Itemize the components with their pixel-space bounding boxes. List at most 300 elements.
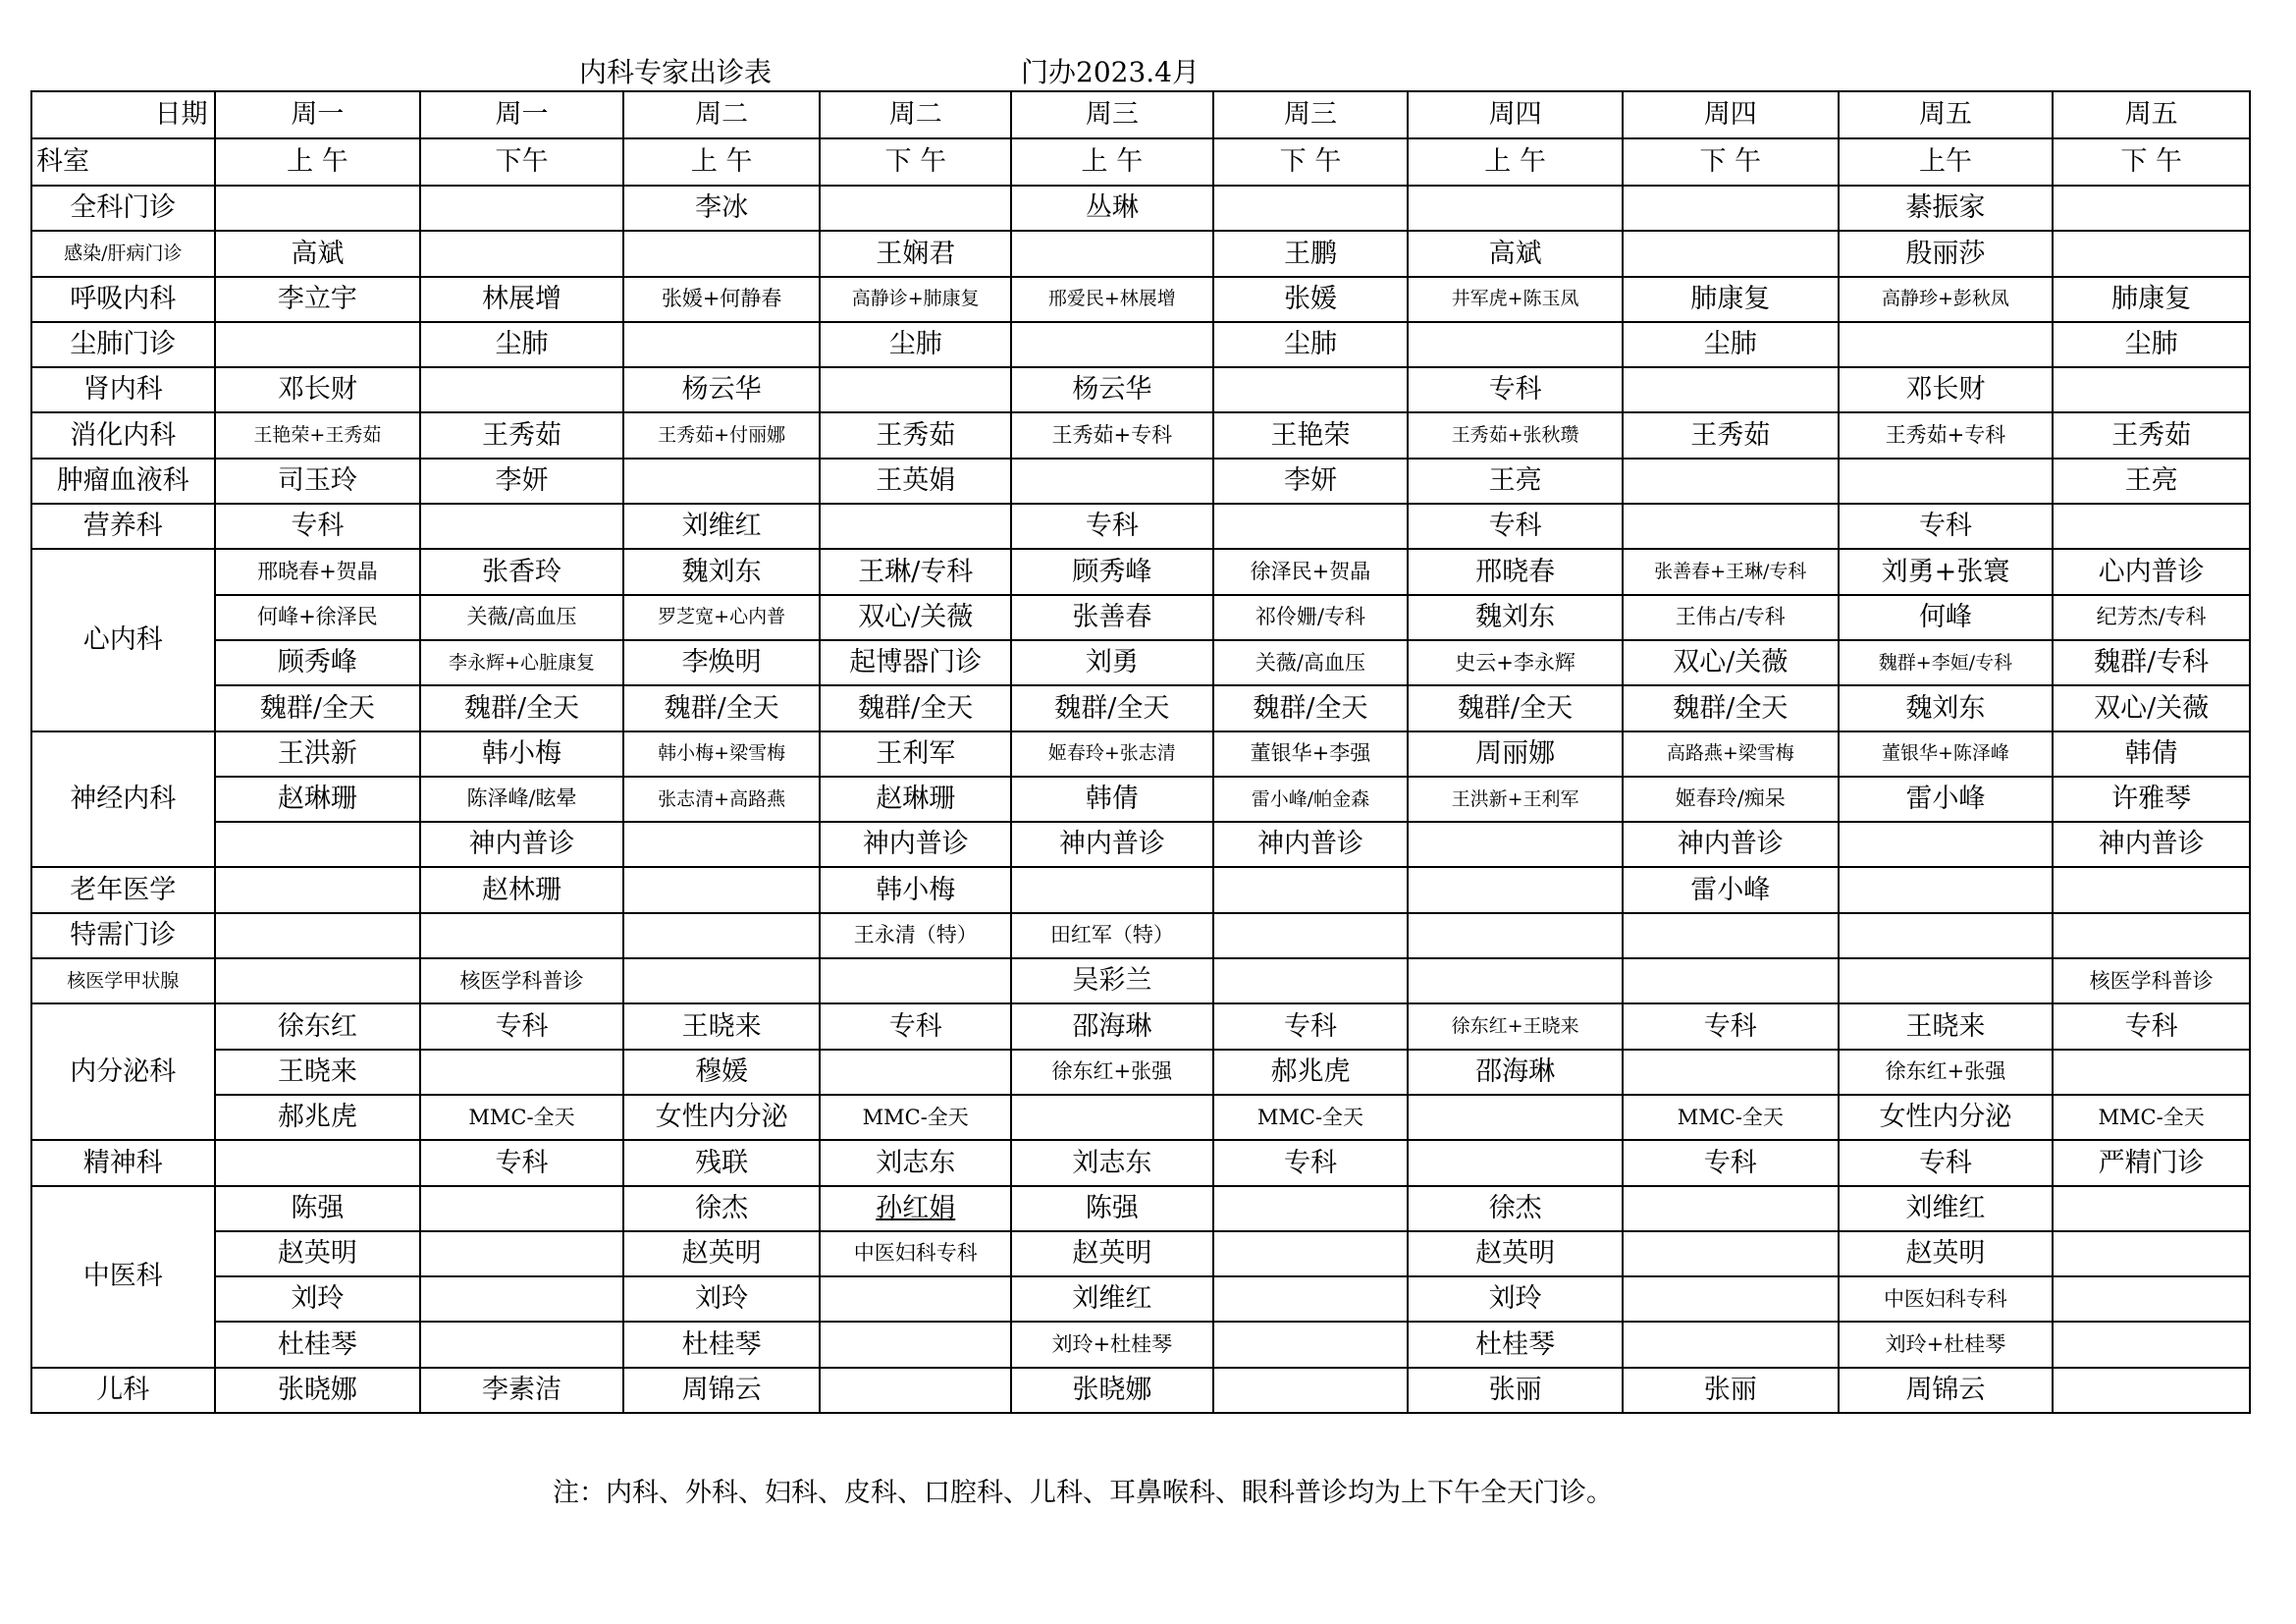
- schedule-cell: [1213, 913, 1409, 958]
- schedule-cell: 韩倩: [2053, 731, 2250, 777]
- schedule-row: [31, 277, 2250, 322]
- period-header: 上午: [1839, 138, 2054, 186]
- schedule-cell: [2053, 231, 2250, 276]
- schedule-cell: [1011, 459, 1213, 504]
- schedule-cell: [1839, 322, 2054, 367]
- schedule-cell: 关薇/高血压: [420, 595, 623, 640]
- schedule-cell: 周锦云: [623, 1368, 821, 1413]
- schedule-cell: 张媛: [1213, 277, 1409, 322]
- schedule-cell: 双心/关薇: [1623, 640, 1839, 685]
- schedule-cell: [2053, 1322, 2250, 1367]
- schedule-cell: [1011, 867, 1213, 912]
- schedule-cell: [2053, 1276, 2250, 1322]
- schedule-cell: 周丽娜: [1408, 731, 1623, 777]
- schedule-cell: 魏群+李姮/专科: [1839, 640, 2054, 685]
- schedule-row: [31, 913, 2250, 958]
- schedule-cell: 雷小峰: [1623, 867, 1839, 912]
- schedule-cell: 顾秀峰: [1011, 549, 1213, 594]
- period-header-row: [31, 138, 2250, 186]
- schedule-cell: 杨云华: [1011, 367, 1213, 412]
- schedule-cell: 尘肺: [420, 322, 623, 367]
- department-name: 呼吸内科: [31, 277, 215, 322]
- period-header: 上 午: [215, 138, 421, 186]
- schedule-cell: 高静诊+肺康复: [820, 277, 1011, 322]
- schedule-row: [31, 322, 2250, 367]
- schedule-cell: 张香玲: [420, 549, 623, 594]
- schedule-cell: 姬春玲+张志清: [1011, 731, 1213, 777]
- schedule-cell: [820, 504, 1011, 549]
- schedule-cell: [1408, 867, 1623, 912]
- schedule-cell: [215, 867, 421, 912]
- schedule-cell: [1839, 867, 2054, 912]
- schedule-cell: [215, 822, 421, 867]
- schedule-cell: 董银华+李强: [1213, 731, 1409, 777]
- schedule-cell: 韩小梅: [420, 731, 623, 777]
- schedule-row: [31, 685, 2250, 731]
- schedule-row: [31, 459, 2250, 504]
- schedule-row: [31, 731, 2250, 777]
- schedule-cell: 魏群/全天: [215, 685, 421, 731]
- schedule-cell: 邓长财: [215, 367, 421, 412]
- schedule-cell: 徐东红+张强: [1839, 1050, 2054, 1095]
- schedule-cell: 李焕明: [623, 640, 821, 685]
- schedule-cell: 王娴君: [820, 231, 1011, 276]
- schedule-cell: 神内普诊: [1213, 822, 1409, 867]
- department-name: 尘肺门诊: [31, 322, 215, 367]
- schedule-cell: 郝兆虎: [215, 1095, 421, 1140]
- day-header: 周四: [1623, 91, 1839, 138]
- schedule-row: [31, 1003, 2250, 1049]
- schedule-cell: 邢晓春+贺晶: [215, 549, 421, 594]
- department-name: 消化内科: [31, 412, 215, 458]
- schedule-cell: [1213, 958, 1409, 1003]
- department-name: 内分泌科: [31, 1003, 215, 1140]
- schedule-cell: 徐泽民+贺晶: [1213, 549, 1409, 594]
- schedule-cell: 双心/关薇: [820, 595, 1011, 640]
- schedule-cell: 高静珍+彭秋凤: [1839, 277, 2054, 322]
- schedule-cell: 田红军（特）: [1011, 913, 1213, 958]
- schedule-cell: [1408, 186, 1623, 231]
- department-name: 肾内科: [31, 367, 215, 412]
- schedule-cell: 井军虎+陈玉凤: [1408, 277, 1623, 322]
- schedule-cell: 陈泽峰/眩晕: [420, 777, 623, 822]
- schedule-cell: 王亮: [1408, 459, 1623, 504]
- schedule-cell: 王利军: [820, 731, 1011, 777]
- schedule-row: [31, 595, 2250, 640]
- schedule-row: [31, 958, 2250, 1003]
- schedule-cell: [1011, 322, 1213, 367]
- schedule-cell: 邵海琳: [1408, 1050, 1623, 1095]
- schedule-cell: [2053, 1368, 2250, 1413]
- schedule-cell: [420, 1186, 623, 1231]
- schedule-cell: 史云+李永辉: [1408, 640, 1623, 685]
- period-header: 下 午: [1623, 138, 1839, 186]
- department-name: 全科门诊: [31, 186, 215, 231]
- schedule-row: [31, 777, 2250, 822]
- schedule-row: [31, 640, 2250, 685]
- schedule-cell: [820, 367, 1011, 412]
- schedule-row: [31, 1276, 2250, 1322]
- schedule-cell: [1623, 913, 1839, 958]
- schedule-cell: 专科: [1213, 1140, 1409, 1185]
- period-header: 上 午: [623, 138, 821, 186]
- footer-note: 注：内科、外科、妇科、皮科、口腔科、儿科、耳鼻喉科、眼科普诊均为上下午全天门诊。: [553, 1478, 1613, 1508]
- schedule-cell: 王秀茹+专科: [1011, 412, 1213, 458]
- schedule-cell: 赵英明: [1408, 1231, 1623, 1276]
- schedule-cell: [1213, 186, 1409, 231]
- schedule-cell: 张善春+王琳/专科: [1623, 549, 1839, 594]
- schedule-cell: 王琳/专科: [820, 549, 1011, 594]
- schedule-cell: 司玉玲: [215, 459, 421, 504]
- schedule-cell: 专科: [1408, 504, 1623, 549]
- schedule-cell: [623, 231, 821, 276]
- schedule-cell: MMC-全天: [1623, 1095, 1839, 1140]
- schedule-cell: [1623, 1231, 1839, 1276]
- schedule-cell: 孙红娟: [820, 1186, 1011, 1231]
- schedule-cell: 刘维红: [623, 504, 821, 549]
- schedule-cell: 王晓来: [215, 1050, 421, 1095]
- day-header: 周五: [1839, 91, 2054, 138]
- schedule-cell: [1213, 367, 1409, 412]
- schedule-cell: 姬春玲/痴呆: [1623, 777, 1839, 822]
- schedule-cell: 许雅琴: [2053, 777, 2250, 822]
- schedule-cell: 王秀茹+专科: [1839, 412, 2054, 458]
- schedule-cell: 綦振家: [1839, 186, 2054, 231]
- schedule-cell: 雷小峰: [1839, 777, 2054, 822]
- schedule-cell: 高斌: [215, 231, 421, 276]
- schedule-cell: 杜桂琴: [1408, 1322, 1623, 1367]
- schedule-cell: [1011, 1095, 1213, 1140]
- schedule-cell: 专科: [1623, 1003, 1839, 1049]
- schedule-cell: 邵海琳: [1011, 1003, 1213, 1049]
- schedule-cell: 王秀茹: [820, 412, 1011, 458]
- schedule-cell: 高斌: [1408, 231, 1623, 276]
- schedule-cell: 纪芳杰/专科: [2053, 595, 2250, 640]
- schedule-cell: 王艳荣+王秀茹: [215, 412, 421, 458]
- schedule-cell: 王秀茹: [420, 412, 623, 458]
- schedule-row: [31, 867, 2250, 912]
- schedule-cell: 陈强: [1011, 1186, 1213, 1231]
- schedule-cell: 杨云华: [623, 367, 821, 412]
- schedule-cell: [1623, 367, 1839, 412]
- period-header: 上 午: [1408, 138, 1623, 186]
- schedule-cell: [420, 913, 623, 958]
- schedule-cell: 起博器门诊: [820, 640, 1011, 685]
- schedule-cell: 魏刘东: [1839, 685, 2054, 731]
- schedule-cell: 魏刘东: [1408, 595, 1623, 640]
- schedule-cell: 神内普诊: [2053, 822, 2250, 867]
- schedule-cell: 丛琳: [1011, 186, 1213, 231]
- schedule-cell: [420, 1050, 623, 1095]
- corner-date-label: 日期: [31, 91, 215, 138]
- department-name: 肿瘤血液科: [31, 459, 215, 504]
- schedule-cell: 专科: [420, 1140, 623, 1185]
- schedule-cell: 杜桂琴: [215, 1322, 421, 1367]
- period-header: 下 午: [820, 138, 1011, 186]
- schedule-cell: 神内普诊: [1623, 822, 1839, 867]
- schedule-cell: 刘玲: [1408, 1276, 1623, 1322]
- day-header-row: [31, 91, 2250, 138]
- schedule-cell: 刘维红: [1839, 1186, 2054, 1231]
- schedule-cell: [2053, 367, 2250, 412]
- day-header: 周三: [1011, 91, 1213, 138]
- schedule-cell: [2053, 867, 2250, 912]
- schedule-cell: 赵英明: [1011, 1231, 1213, 1276]
- schedule-cell: 林展增: [420, 277, 623, 322]
- schedule-cell: 李妍: [420, 459, 623, 504]
- schedule-cell: [420, 1322, 623, 1367]
- schedule-cell: MMC-全天: [420, 1095, 623, 1140]
- schedule-cell: 王晓来: [1839, 1003, 2054, 1049]
- schedule-cell: 张晓娜: [1011, 1368, 1213, 1413]
- schedule-cell: [1623, 459, 1839, 504]
- schedule-cell: [2053, 1231, 2250, 1276]
- schedule-cell: [820, 1322, 1011, 1367]
- day-header: 周二: [820, 91, 1011, 138]
- schedule-cell: [623, 322, 821, 367]
- schedule-cell: 祁伶姗/专科: [1213, 595, 1409, 640]
- department-name: 神经内科: [31, 731, 215, 868]
- schedule-cell: [623, 822, 821, 867]
- schedule-cell: 刘志东: [1011, 1140, 1213, 1185]
- period-header: 下午: [420, 138, 623, 186]
- schedule-cell: 魏群/全天: [1408, 685, 1623, 731]
- schedule-cell: 专科: [2053, 1003, 2250, 1049]
- period-header: 上 午: [1011, 138, 1213, 186]
- schedule-cell: [1213, 504, 1409, 549]
- schedule-cell: [1839, 913, 2054, 958]
- day-header: 周二: [623, 91, 821, 138]
- schedule-cell: [1213, 1368, 1409, 1413]
- day-header: 周一: [215, 91, 421, 138]
- schedule-cell: [215, 1140, 421, 1185]
- day-header: 周一: [420, 91, 623, 138]
- schedule-row: [31, 1095, 2250, 1140]
- schedule-cell: 肺康复: [1623, 277, 1839, 322]
- schedule-cell: 王鹏: [1213, 231, 1409, 276]
- schedule-cell: 刘玲+杜桂琴: [1839, 1322, 2054, 1367]
- schedule-cell: [1839, 822, 2054, 867]
- schedule-cell: [820, 1276, 1011, 1322]
- schedule-cell: 雷小峰/帕金森: [1213, 777, 1409, 822]
- schedule-cell: [215, 913, 421, 958]
- department-name: 儿科: [31, 1368, 215, 1413]
- schedule-cell: 刘玲: [215, 1276, 421, 1322]
- schedule-cell: [420, 231, 623, 276]
- schedule-cell: 张善春: [1011, 595, 1213, 640]
- schedule-cell: 周锦云: [1839, 1368, 2054, 1413]
- schedule-row: [31, 1140, 2250, 1185]
- schedule-cell: 徐东红: [215, 1003, 421, 1049]
- schedule-cell: 严精门诊: [2053, 1140, 2250, 1185]
- schedule-cell: [420, 1231, 623, 1276]
- schedule-cell: [1408, 913, 1623, 958]
- schedule-cell: 张晓娜: [215, 1368, 421, 1413]
- schedule-cell: [2053, 913, 2250, 958]
- schedule-cell: 专科: [820, 1003, 1011, 1049]
- schedule-cell: 专科: [215, 504, 421, 549]
- schedule-cell: 高路燕+梁雪梅: [1623, 731, 1839, 777]
- schedule-cell: 王秀茹+张秋瓒: [1408, 412, 1623, 458]
- schedule-cell: 专科: [1408, 367, 1623, 412]
- schedule-row: [31, 822, 2250, 867]
- schedule-cell: 赵琳珊: [215, 777, 421, 822]
- schedule-cell: 魏刘东: [623, 549, 821, 594]
- schedule-cell: 关薇/高血压: [1213, 640, 1409, 685]
- schedule-cell: 赵琳珊: [820, 777, 1011, 822]
- schedule-cell: [420, 1276, 623, 1322]
- schedule-cell: [420, 504, 623, 549]
- schedule-cell: 顾秀峰: [215, 640, 421, 685]
- schedule-cell: 刘勇: [1011, 640, 1213, 685]
- schedule-cell: 王英娟: [820, 459, 1011, 504]
- schedule-cell: 核医学科普诊: [2053, 958, 2250, 1003]
- schedule-cell: 邢晓春: [1408, 549, 1623, 594]
- schedule-cell: 王洪新+王利军: [1408, 777, 1623, 822]
- schedule-cell: [1213, 1322, 1409, 1367]
- schedule-cell: 张媛+何静春: [623, 277, 821, 322]
- schedule-cell: 魏群/专科: [2053, 640, 2250, 685]
- department-name: 老年医学: [31, 867, 215, 912]
- schedule-cell: 赵林珊: [420, 867, 623, 912]
- schedule-row: [31, 1322, 2250, 1367]
- schedule-cell: 陈强: [215, 1186, 421, 1231]
- schedule-table: [30, 90, 2251, 1414]
- schedule-cell: [215, 186, 421, 231]
- schedule-cell: 核医学科普诊: [420, 958, 623, 1003]
- schedule-cell: 残联: [623, 1140, 821, 1185]
- schedule-cell: [1408, 322, 1623, 367]
- schedule-cell: 尘肺: [1623, 322, 1839, 367]
- schedule-cell: [820, 1050, 1011, 1095]
- schedule-row: [31, 186, 2250, 231]
- schedule-cell: 李冰: [623, 186, 821, 231]
- schedule-cell: 刘玲+杜桂琴: [1011, 1322, 1213, 1367]
- department-name: 精神科: [31, 1140, 215, 1185]
- schedule-cell: 韩小梅: [820, 867, 1011, 912]
- day-header: 周五: [2053, 91, 2250, 138]
- schedule-cell: 魏群/全天: [820, 685, 1011, 731]
- schedule-cell: 赵英明: [1839, 1231, 2054, 1276]
- department-name: 特需门诊: [31, 913, 215, 958]
- schedule-cell: [1623, 231, 1839, 276]
- schedule-cell: 赵英明: [623, 1231, 821, 1276]
- schedule-cell: [1839, 958, 2054, 1003]
- schedule-cell: MMC-全天: [2053, 1095, 2250, 1140]
- schedule-cell: 韩倩: [1011, 777, 1213, 822]
- schedule-cell: 魏群/全天: [623, 685, 821, 731]
- schedule-cell: [1623, 1186, 1839, 1231]
- corner-department-label: 科室: [31, 138, 215, 186]
- schedule-cell: [820, 186, 1011, 231]
- department-name: 感染/肝病门诊: [31, 231, 215, 276]
- schedule-cell: [1408, 1140, 1623, 1185]
- schedule-cell: 专科: [1011, 504, 1213, 549]
- schedule-cell: 王洪新: [215, 731, 421, 777]
- schedule-cell: 王亮: [2053, 459, 2250, 504]
- schedule-cell: 神内普诊: [1011, 822, 1213, 867]
- schedule-row: [31, 504, 2250, 549]
- day-header: 周三: [1213, 91, 1409, 138]
- schedule-cell: [1623, 186, 1839, 231]
- schedule-cell: [1213, 867, 1409, 912]
- schedule-cell: 张丽: [1623, 1368, 1839, 1413]
- schedule-cell: [1213, 1186, 1409, 1231]
- schedule-cell: [2053, 1050, 2250, 1095]
- schedule-cell: [420, 186, 623, 231]
- schedule-cell: 尘肺: [820, 322, 1011, 367]
- period-header: 下 午: [1213, 138, 1409, 186]
- schedule-cell: 王永清（特）: [820, 913, 1011, 958]
- schedule-row: [31, 231, 2250, 276]
- schedule-cell: 魏群/全天: [1213, 685, 1409, 731]
- schedule-cell: 专科: [1839, 1140, 2054, 1185]
- schedule-cell: MMC-全天: [1213, 1095, 1409, 1140]
- schedule-row: [31, 1186, 2250, 1231]
- schedule-cell: 徐东红+张强: [1011, 1050, 1213, 1095]
- schedule-cell: 刘勇+张寰: [1839, 549, 2054, 594]
- schedule-cell: [623, 913, 821, 958]
- schedule-cell: [2053, 1186, 2250, 1231]
- office-date-label: 门办2023.4月: [1021, 56, 1200, 88]
- schedule-cell: [1408, 1095, 1623, 1140]
- schedule-cell: 尘肺: [1213, 322, 1409, 367]
- schedule-cell: 杜桂琴: [623, 1322, 821, 1367]
- schedule-cell: 吴彩兰: [1011, 958, 1213, 1003]
- schedule-cell: 韩小梅+梁雪梅: [623, 731, 821, 777]
- schedule-cell: 肺康复: [2053, 277, 2250, 322]
- schedule-cell: [1213, 1231, 1409, 1276]
- schedule-cell: 专科: [1213, 1003, 1409, 1049]
- schedule-cell: [215, 958, 421, 1003]
- schedule-cell: 李永辉+心脏康复: [420, 640, 623, 685]
- schedule-cell: 穆媛: [623, 1050, 821, 1095]
- schedule-cell: [1011, 231, 1213, 276]
- schedule-cell: 徐杰: [1408, 1186, 1623, 1231]
- schedule-cell: 王伟占/专科: [1623, 595, 1839, 640]
- page-title: 内科专家出诊表: [579, 56, 773, 88]
- day-header: 周四: [1408, 91, 1623, 138]
- schedule-cell: [2053, 186, 2250, 231]
- schedule-cell: 王秀茹: [2053, 412, 2250, 458]
- schedule-cell: [623, 867, 821, 912]
- schedule-cell: [1623, 504, 1839, 549]
- schedule-cell: 魏群/全天: [1011, 685, 1213, 731]
- schedule-cell: [1839, 459, 2054, 504]
- schedule-cell: 邓长财: [1839, 367, 2054, 412]
- schedule-cell: [215, 322, 421, 367]
- schedule-cell: 中医妇科专科: [1839, 1276, 2054, 1322]
- department-name: 中医科: [31, 1186, 215, 1368]
- schedule-cell: [820, 958, 1011, 1003]
- schedule-cell: [1623, 958, 1839, 1003]
- schedule-cell: 神内普诊: [420, 822, 623, 867]
- department-name: 心内科: [31, 549, 215, 731]
- schedule-cell: 王晓来: [623, 1003, 821, 1049]
- schedule-row: [31, 1368, 2250, 1413]
- schedule-cell: 何峰+徐泽民: [215, 595, 421, 640]
- schedule-cell: [1408, 822, 1623, 867]
- department-name: 核医学甲状腺: [31, 958, 215, 1003]
- schedule-cell: [1623, 1322, 1839, 1367]
- schedule-cell: 女性内分泌: [623, 1095, 821, 1140]
- schedule-cell: 尘肺: [2053, 322, 2250, 367]
- schedule-cell: 刘维红: [1011, 1276, 1213, 1322]
- schedule-cell: 徐杰: [623, 1186, 821, 1231]
- schedule-cell: [623, 459, 821, 504]
- schedule-cell: 专科: [1623, 1140, 1839, 1185]
- schedule-cell: [623, 958, 821, 1003]
